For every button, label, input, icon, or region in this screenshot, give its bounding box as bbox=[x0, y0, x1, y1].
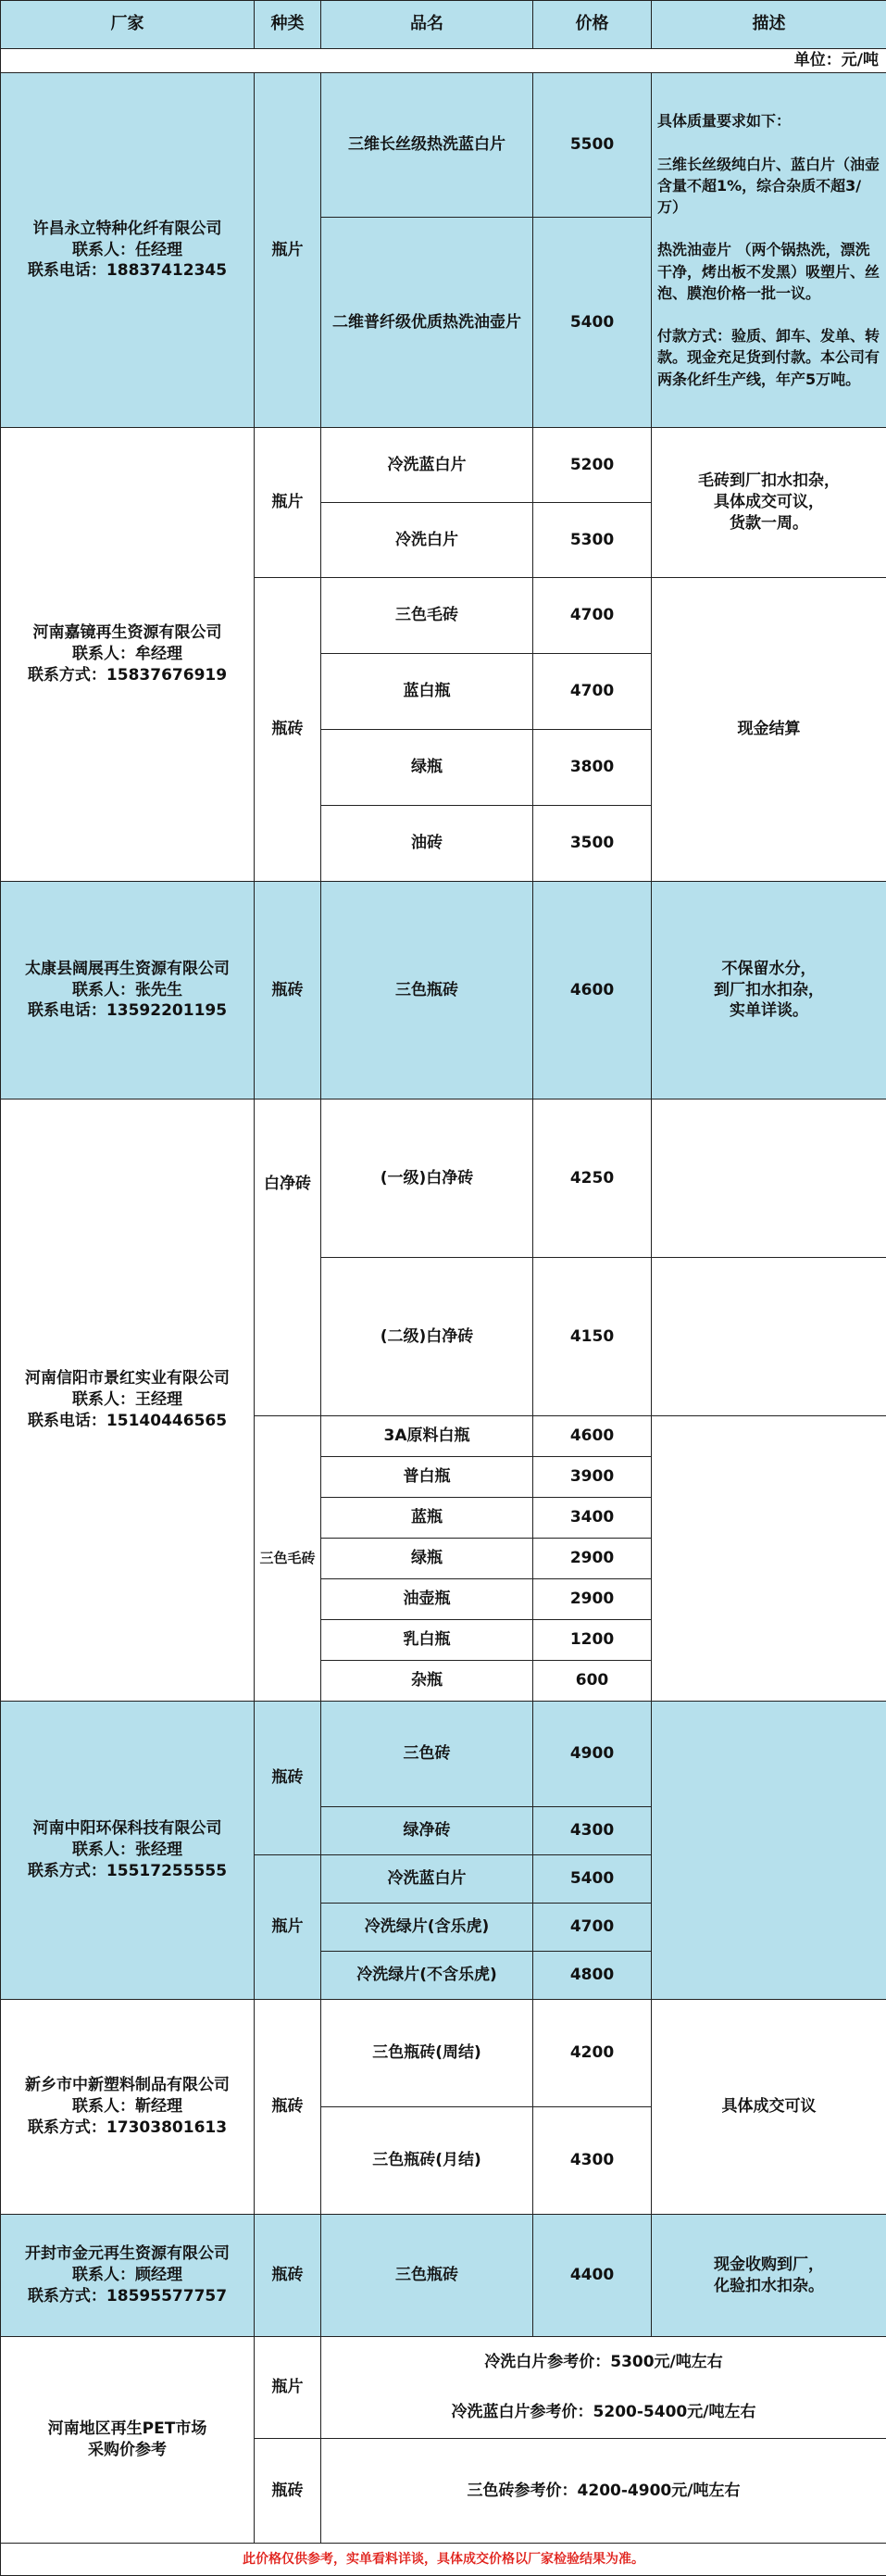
company-name: 河南中阳环保科技有限公司 联系人：张经理 联系方式：15517255555 bbox=[1, 1702, 255, 2000]
category-cell: 瓶片 bbox=[255, 428, 321, 578]
price-cell: 4800 bbox=[533, 1952, 652, 2000]
price-cell: 600 bbox=[533, 1661, 652, 1702]
product-name: (一级)白净砖 bbox=[321, 1100, 533, 1258]
price-cell: 5300 bbox=[533, 503, 652, 578]
product-name: 三色瓶砖(月结) bbox=[321, 2107, 533, 2215]
price-cell: 5400 bbox=[533, 218, 652, 428]
product-name: 乳白瓶 bbox=[321, 1620, 533, 1661]
price-cell: 4700 bbox=[533, 578, 652, 654]
product-name: 二维普纤级优质热洗油壶片 bbox=[321, 218, 533, 428]
reference-price: 三色砖参考价：4200-4900元/吨左右 bbox=[321, 2439, 886, 2544]
price-cell: 4700 bbox=[533, 1904, 652, 1952]
description-cell: 现金结算 bbox=[652, 578, 886, 882]
reference-price: 冷洗蓝白片参考价：5200-5400元/吨左右 bbox=[321, 2388, 886, 2439]
header-product: 品名 bbox=[321, 1, 533, 49]
category-cell: 三色毛砖 bbox=[255, 1416, 321, 1702]
disclaimer-footer: 此价格仅供参考，实单看料详谈，具体成交价格以厂家检验结果为准。 bbox=[1, 2544, 886, 2576]
product-name: 冷洗绿片(不含乐虎) bbox=[321, 1952, 533, 2000]
company-name: 开封市金元再生资源有限公司 联系人：顾经理 联系方式：18595577757 bbox=[1, 2215, 255, 2337]
header-factory: 厂家 bbox=[1, 1, 255, 49]
product-name: 冷洗蓝白片 bbox=[321, 428, 533, 503]
product-name: 三色瓶砖 bbox=[321, 882, 533, 1100]
category-cell: 瓶片 bbox=[255, 1855, 321, 2000]
price-cell: 3400 bbox=[533, 1498, 652, 1539]
company-name: 太康县阔展再生资源有限公司 联系人：张先生 联系电话：13592201195 bbox=[1, 882, 255, 1100]
description-cell: 现金收购到厂， 化验扣水扣杂。 bbox=[652, 2215, 886, 2337]
price-cell: 3500 bbox=[533, 806, 652, 882]
description-cell bbox=[652, 1258, 886, 1416]
company-name: 河南嘉镜再生资源有限公司 联系人：牟经理 联系方式：15837676919 bbox=[1, 428, 255, 882]
company-name: 河南信阳市景红实业有限公司 联系人：王经理 联系电话：15140446565 bbox=[1, 1100, 255, 1702]
description-cell: 不保留水分， 到厂扣水扣杂， 实单详谈。 bbox=[652, 882, 886, 1100]
company-name: 许昌永立特种化纤有限公司 联系人：任经理 联系电话：18837412345 bbox=[1, 73, 255, 428]
product-name: (二级)白净砖 bbox=[321, 1258, 533, 1416]
price-cell: 4900 bbox=[533, 1702, 652, 1807]
header-description: 描述 bbox=[652, 1, 886, 49]
category-cell: 瓶砖 bbox=[255, 2215, 321, 2337]
price-cell: 5400 bbox=[533, 1855, 652, 1904]
price-cell: 3800 bbox=[533, 730, 652, 806]
price-cell: 2900 bbox=[533, 1539, 652, 1579]
price-cell: 2900 bbox=[533, 1579, 652, 1620]
header-price: 价格 bbox=[533, 1, 652, 49]
category-cell: 白净砖 bbox=[255, 1100, 321, 1416]
product-name: 蓝瓶 bbox=[321, 1498, 533, 1539]
product-name: 三色瓶砖(周结) bbox=[321, 2000, 533, 2107]
header-category: 种类 bbox=[255, 1, 321, 49]
price-cell: 1200 bbox=[533, 1620, 652, 1661]
description-cell bbox=[652, 1416, 886, 1702]
category-cell: 瓶片 bbox=[255, 73, 321, 428]
product-name: 3A原料白瓶 bbox=[321, 1416, 533, 1457]
description-cell: 毛砖到厂扣水扣杂， 具体成交可议， 货款一周。 bbox=[652, 428, 886, 578]
product-name: 杂瓶 bbox=[321, 1661, 533, 1702]
category-cell: 瓶砖 bbox=[255, 1702, 321, 1855]
description-cell: 具体质量要求如下： 三维长丝级纯白片、蓝白片（油壶含量不超1%，综合杂质不超3/万） 热洗油壶片 （两个锅热洗，漂洗干净，烤出板不发黑）吸塑片、丝泡、膜泡价格一批一议。 付款方式：验质、卸车、发单、转款。现金充足货到付款。本公司有两条化纤生产线，年产5万吨。 bbox=[652, 73, 886, 428]
category-cell: 瓶砖 bbox=[255, 2439, 321, 2544]
category-cell: 瓶砖 bbox=[255, 578, 321, 882]
reference-title: 河南地区再生PET市场 采购价参考 bbox=[1, 2337, 255, 2544]
product-name: 油砖 bbox=[321, 806, 533, 882]
product-name: 三色砖 bbox=[321, 1702, 533, 1807]
price-cell: 4300 bbox=[533, 1807, 652, 1855]
price-cell: 4150 bbox=[533, 1258, 652, 1416]
product-name: 绿净砖 bbox=[321, 1807, 533, 1855]
price-cell: 4200 bbox=[533, 2000, 652, 2107]
product-name: 冷洗绿片(含乐虎) bbox=[321, 1904, 533, 1952]
product-name: 三色毛砖 bbox=[321, 578, 533, 654]
price-cell: 4600 bbox=[533, 882, 652, 1100]
description-cell bbox=[652, 1702, 886, 2000]
product-name: 冷洗白片 bbox=[321, 503, 533, 578]
price-cell: 4250 bbox=[533, 1100, 652, 1258]
price-cell: 5200 bbox=[533, 428, 652, 503]
category-cell: 瓶砖 bbox=[255, 882, 321, 1100]
product-name: 冷洗蓝白片 bbox=[321, 1855, 533, 1904]
price-cell: 4600 bbox=[533, 1416, 652, 1457]
product-name: 三色瓶砖 bbox=[321, 2215, 533, 2337]
price-cell: 4700 bbox=[533, 654, 652, 730]
price-cell: 3900 bbox=[533, 1457, 652, 1498]
product-name: 油壶瓶 bbox=[321, 1579, 533, 1620]
product-name: 绿瓶 bbox=[321, 1539, 533, 1579]
description-cell bbox=[652, 1100, 886, 1258]
company-name: 新乡市中新塑料制品有限公司 联系人：靳经理 联系方式：17303801613 bbox=[1, 2000, 255, 2215]
unit-label: 单位：元/吨 bbox=[1, 49, 886, 73]
price-cell: 4400 bbox=[533, 2215, 652, 2337]
product-name: 蓝白瓶 bbox=[321, 654, 533, 730]
category-cell: 瓶片 bbox=[255, 2337, 321, 2439]
product-name: 普白瓶 bbox=[321, 1457, 533, 1498]
product-name: 绿瓶 bbox=[321, 730, 533, 806]
price-cell: 5500 bbox=[533, 73, 652, 218]
description-cell: 具体成交可议 bbox=[652, 2000, 886, 2215]
category-cell: 瓶砖 bbox=[255, 2000, 321, 2215]
price-cell: 4300 bbox=[533, 2107, 652, 2215]
reference-price: 冷洗白片参考价：5300元/吨左右 bbox=[321, 2337, 886, 2388]
product-name: 三维长丝级热洗蓝白片 bbox=[321, 73, 533, 218]
